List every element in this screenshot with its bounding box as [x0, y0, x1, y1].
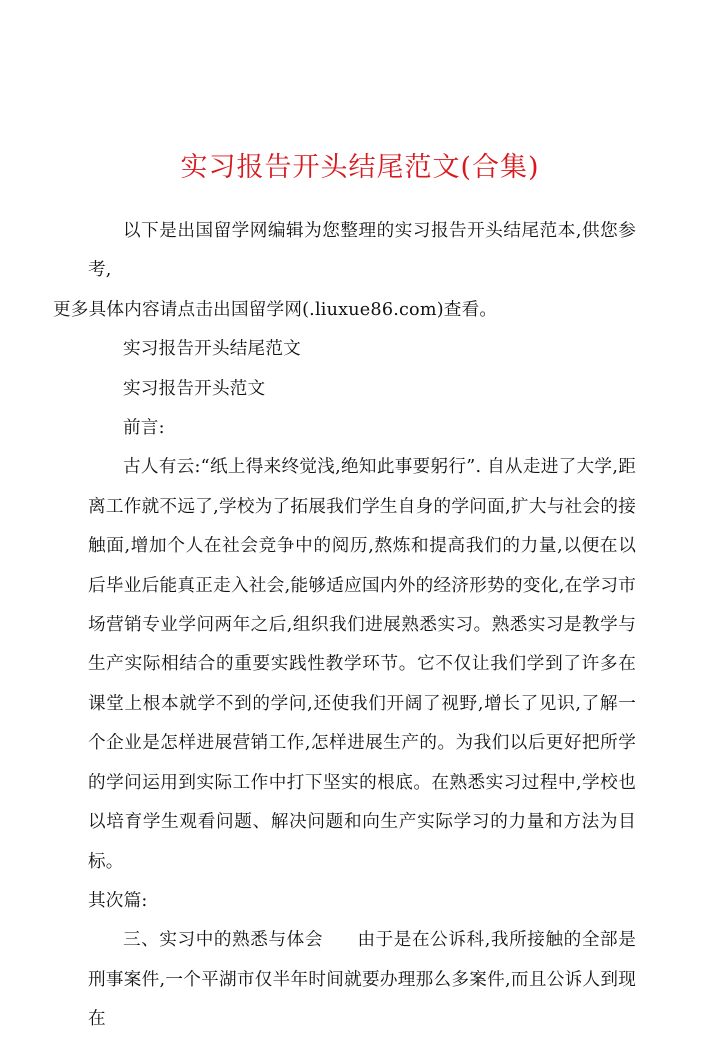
intro-paragraph [53, 212, 636, 330]
document-body [53, 212, 637, 1040]
preface-label: 前言: [123, 418, 165, 439]
section-heading: 三、实习中的熟悉与体会 [123, 930, 324, 951]
preface-paragraph: 古人有云:“纸上得来终觉浅,绝知此事要躬行”. 自从走进了大学,距离工作就不远了,学校为了拓展我们学生自身的学问面,扩大与社会的接触面,增加个人在社会竞争中的阅历,熬炼和提高我们的力量,以便在以后毕业后能真正走入社会,能够适应国内外的经济形势的变化,在学习市场营销专业学问两年之后,组织我们进展熟悉实习。熟悉实习是教学与生产实际相结合的重要实践性教学环节。它不仅让我们学到了许多在课堂上根本就学不到的学问,还使我们开阔了视野,增长了见识,了解一个企业是怎样进展营销工作,怎样进展生产的。为我们以后更好把所学的学问运用到实际工作中打下坚实的根底。在熟悉实习过程中,学校也以培育学生观看问题、解决问题和向生产实际学习的力量和方法为目标。 [88, 457, 636, 872]
section-text: 由于是在公诉科,我所接触的全部是刑事案件,一个平湖市仅半年时间就要办理那么多案件,而且公诉人到现在 [88, 930, 637, 1030]
section-paragraph [88, 921, 636, 1039]
heading-report-openings: 实习报告开头范文 [123, 378, 266, 399]
intro-line-1: 以下是出国留学网编辑为您整理的实习报告开头结尾范本,供您参考, [88, 221, 636, 281]
intro-line-2: 更多具体内容请点击出国留学网(.liuxue86.com)查看。 [53, 299, 498, 320]
second-part-label: 其次篇: [88, 890, 148, 911]
document-title: 实习报告开头结尾范文(合集) [180, 152, 540, 183]
heading-report-openings-endings: 实习报告开头结尾范文 [123, 339, 301, 360]
